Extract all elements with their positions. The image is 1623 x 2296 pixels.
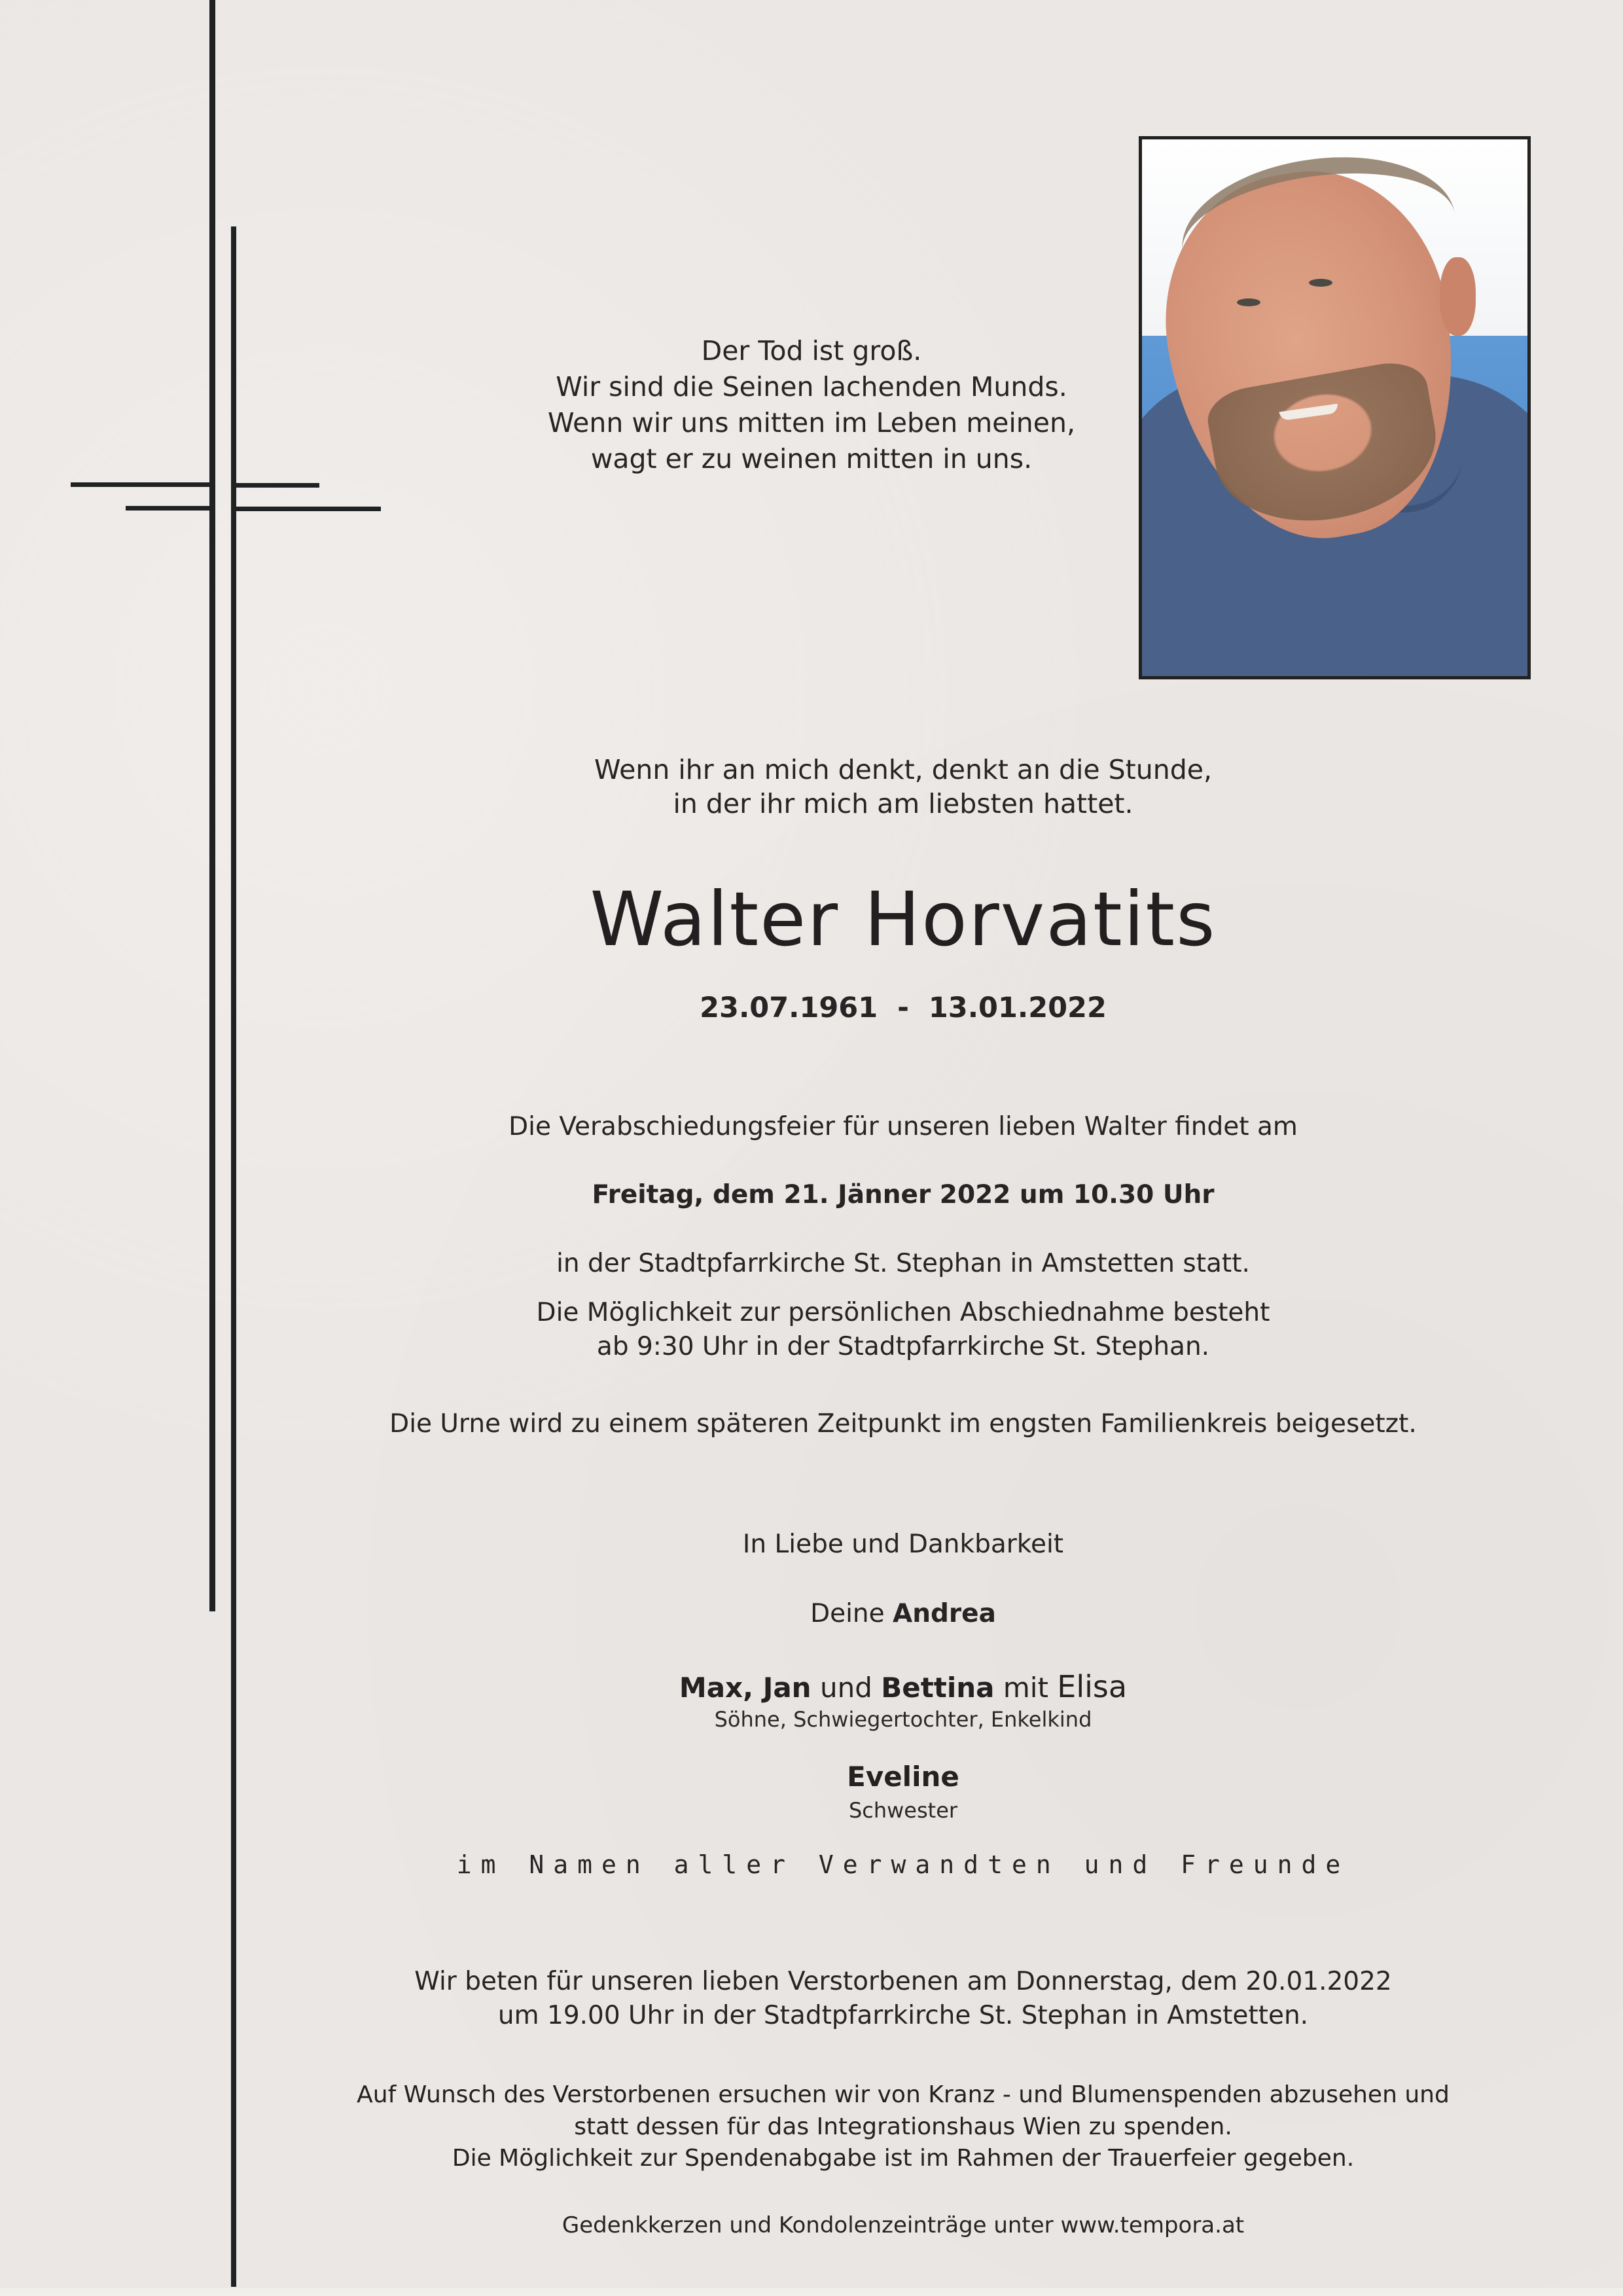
ceremony-intro: Die Verabschiedungsfeier für unseren lieben Walter findet am — [508, 1112, 1298, 1141]
children-names: Max, Jan — [679, 1672, 812, 1704]
deceased-name: Walter Horvatits — [590, 876, 1217, 963]
quote-line: in der ihr mich am liebsten hattet. — [673, 788, 1133, 819]
donation-line: Auf Wunsch des Verstorbenen ersuchen wir von Kranz - und Blumenspenden abzusehen und — [357, 2081, 1450, 2108]
cross-arm-lower-right — [231, 507, 381, 511]
farewell-line: Die Möglichkeit zur persönlichen Abschiednahme besteht — [536, 1298, 1270, 1327]
farewell-line: ab 9:30 Uhr in der Stadtpfarrkirche St. Stephan. — [596, 1332, 1210, 1361]
children-relation: Söhne, Schwiegertochter, Enkelkind — [714, 1707, 1092, 1732]
mourners-intro: In Liebe und Dankbarkeit — [742, 1530, 1064, 1559]
cross-arm-upper-left — [71, 482, 215, 487]
page-bottom-edge — [0, 2288, 1623, 2296]
spouse-name: Andrea — [893, 1599, 996, 1628]
quote-line: Wenn ihr an mich denkt, denkt an die Stunde, — [594, 754, 1213, 785]
grandchild-conj: mit — [1003, 1672, 1048, 1704]
children-conj: und — [819, 1672, 872, 1704]
mourners-closing: im Namen aller Verwandten und Freunde — [456, 1850, 1350, 1879]
prayer-line: Wir beten für unseren lieben Verstorbenen am Donnerstag, dem 20.01.2022 — [414, 1967, 1392, 1996]
sibling-name: Eveline — [847, 1761, 959, 1793]
urn-note: Die Urne wird zu einem späteren Zeitpunkt im engsten Familienkreis beigesetzt. — [389, 1409, 1417, 1439]
sibling-relation: Schwester — [848, 1798, 958, 1823]
daughter-in-law-name: Bettina — [881, 1672, 995, 1704]
grandchild-name: Elisa — [1057, 1669, 1128, 1704]
spouse-prefix: Deine — [810, 1599, 885, 1628]
poem-line: wagt er zu weinen mitten in uns. — [590, 443, 1033, 475]
donation-line: Die Möglichkeit zur Spendenabgabe ist im Rahmen der Trauerfeier gegeben. — [452, 2145, 1355, 2172]
life-dates: 23.07.1961 - 13.01.2022 — [700, 992, 1107, 1024]
footer-condolence-link[interactable]: Gedenkkerzen und Kondolenzeinträge unter www.tempora.at — [562, 2212, 1245, 2238]
poem-line: Wenn wir uns mitten im Leben meinen, — [547, 407, 1076, 439]
poem-line: Der Tod ist groß. — [701, 335, 922, 367]
children-line — [92, 1669, 1623, 1704]
prayer-line: um 19.00 Uhr in der Stadtpfarrkirche St. Stephan in Amstetten. — [497, 2001, 1309, 2030]
cross-arm-lower-left — [126, 506, 215, 511]
poem-line: Wir sind die Seinen lachenden Munds. — [556, 371, 1067, 403]
cross-arm-upper-right — [231, 483, 319, 488]
spouse-line — [92, 1597, 1623, 1631]
ceremony-location: in der Stadtpfarrkirche St. Stephan in Amstetten statt. — [556, 1249, 1250, 1278]
donation-line: statt dessen für das Integrationshaus Wien zu spenden. — [574, 2113, 1232, 2140]
ceremony-datetime: Freitag, dem 21. Jänner 2022 um 10.30 Uhr — [592, 1180, 1215, 1210]
